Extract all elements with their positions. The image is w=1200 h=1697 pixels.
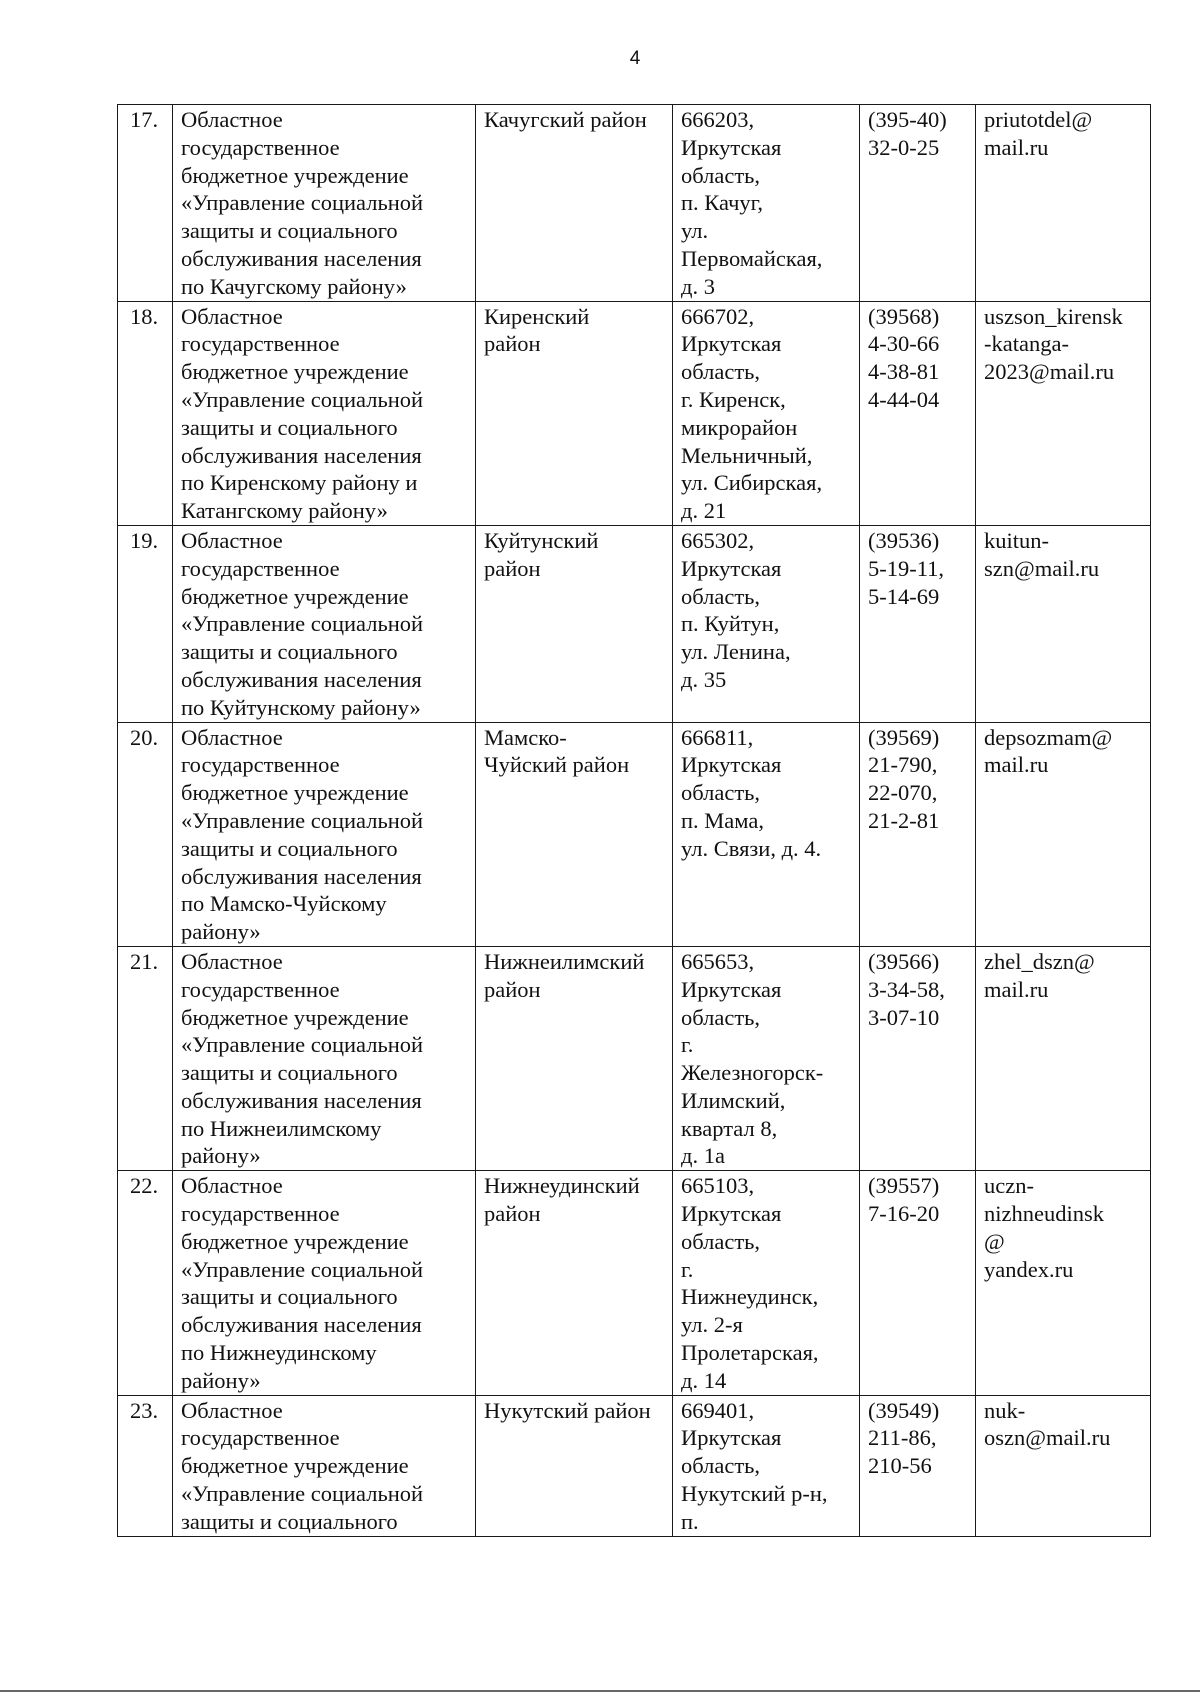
phone-cell: (39566) 3-34-58, 3-07-10 <box>860 946 976 1170</box>
address-cell: 666203, Иркутская область, п. Качуг, ул. Первомайская, д. 3 <box>673 105 860 302</box>
page-number: 4 <box>629 48 641 69</box>
table-row <box>118 1395 1151 1536</box>
email-cell: kuitun- szn@mail.ru <box>976 525 1151 722</box>
phone-cell: (39549) 211-86, 210-56 <box>860 1395 976 1536</box>
row-number-cell: 22. <box>118 1171 173 1395</box>
institution-cell: Областное государственное бюджетное учреждение «Управление социальной защиты и социального обслуживания населения по Качугскому району» <box>173 105 476 302</box>
phone-cell: (39569) 21-790, 22-070, 21-2-81 <box>860 722 976 946</box>
address-cell: 666702, Иркутская область, г. Киренск, микрорайон Мельничный, ул. Сибирская, д. 21 <box>673 301 860 525</box>
institutions-table <box>117 104 1151 1537</box>
institution-cell: Областное государственное бюджетное учреждение «Управление социальной защиты и социального обслуживания населения по Куйтунскому району» <box>173 525 476 722</box>
institution-cell: Областное государственное бюджетное учреждение «Управление социальной защиты и социального обслуживания населения по Нижнеудинскому району» <box>173 1171 476 1395</box>
district-cell: Мамско- Чуйский район <box>476 722 673 946</box>
institution-cell: Областное государственное бюджетное учреждение «Управление социальной защиты и социального <box>173 1395 476 1536</box>
row-number-cell: 19. <box>118 525 173 722</box>
row-number-cell: 23. <box>118 1395 173 1536</box>
row-number-cell: 20. <box>118 722 173 946</box>
institutions-table-body <box>118 105 1151 1537</box>
phone-cell: (39557) 7-16-20 <box>860 1171 976 1395</box>
institution-cell: Областное государственное бюджетное учреждение «Управление социальной защиты и социального обслуживания населения по Мамско-Чуйскому району» <box>173 722 476 946</box>
table-row <box>118 722 1151 946</box>
row-number-cell: 18. <box>118 301 173 525</box>
scan-edge-divider <box>0 1690 1200 1692</box>
address-cell: 665103, Иркутская область, г. Нижнеудинск, ул. 2-я Пролетарская, д. 14 <box>673 1171 860 1395</box>
row-number-cell: 17. <box>118 105 173 302</box>
district-cell: Нижнеилимский район <box>476 946 673 1170</box>
email-cell: depsozmam@ mail.ru <box>976 722 1151 946</box>
table-row <box>118 946 1151 1170</box>
address-cell: 665302, Иркутская область, п. Куйтун, ул. Ленина, д. 35 <box>673 525 860 722</box>
row-number-cell: 21. <box>118 946 173 1170</box>
district-cell: Куйтунский район <box>476 525 673 722</box>
email-cell: zhel_dszn@ mail.ru <box>976 946 1151 1170</box>
address-cell: 669401, Иркутская область, Нукутский р-н, п. <box>673 1395 860 1536</box>
district-cell: Киренский район <box>476 301 673 525</box>
phone-cell: (39568) 4-30-66 4-38-81 4-44-04 <box>860 301 976 525</box>
email-cell: nuk- oszn@mail.ru <box>976 1395 1151 1536</box>
institution-cell: Областное государственное бюджетное учреждение «Управление социальной защиты и социального обслуживания населения по Киренскому району и Катангскому району» <box>173 301 476 525</box>
table-row <box>118 1171 1151 1395</box>
address-cell: 666811, Иркутская область, п. Мама, ул. Связи, д. 4. <box>673 722 860 946</box>
district-cell: Нижнеудинский район <box>476 1171 673 1395</box>
address-cell: 665653, Иркутская область, г. Железногорск- Илимский, квартал 8, д. 1а <box>673 946 860 1170</box>
district-cell: Качугский район <box>476 105 673 302</box>
email-cell: uszson_kirensk -katanga- 2023@mail.ru <box>976 301 1151 525</box>
table-row <box>118 301 1151 525</box>
phone-cell: (39536) 5-19-11, 5-14-69 <box>860 525 976 722</box>
district-cell: Нукутский район <box>476 1395 673 1536</box>
phone-cell: (395-40) 32-0-25 <box>860 105 976 302</box>
email-cell: priutotdel@ mail.ru <box>976 105 1151 302</box>
table-row <box>118 525 1151 722</box>
table-row <box>118 105 1151 302</box>
email-cell: uczn- nizhneudinsk @ yandex.ru <box>976 1171 1151 1395</box>
institution-cell: Областное государственное бюджетное учреждение «Управление социальной защиты и социального обслуживания населения по Нижнеилимскому району» <box>173 946 476 1170</box>
